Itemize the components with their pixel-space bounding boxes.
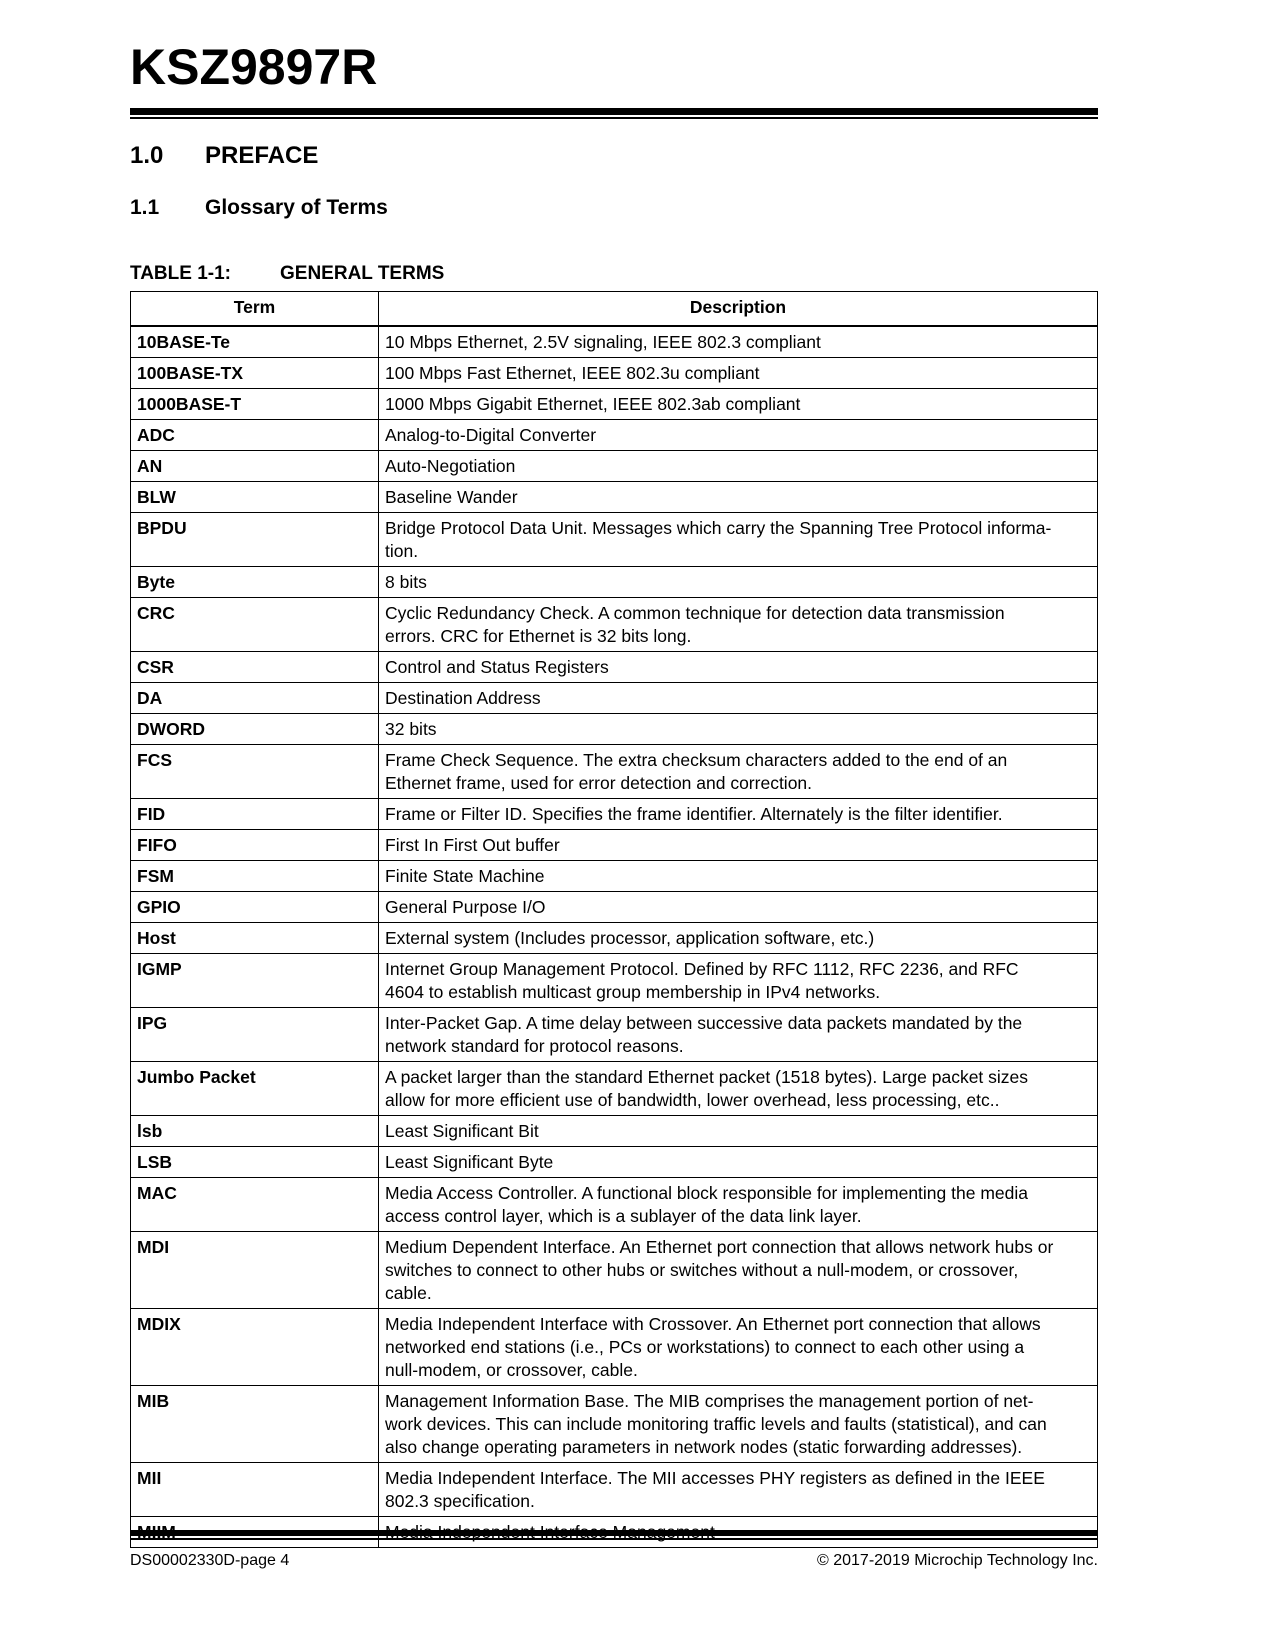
term-cell: CRC	[131, 598, 379, 652]
table-row	[131, 1178, 1098, 1232]
table-row	[131, 1147, 1098, 1178]
table-label: TABLE 1-1:	[130, 263, 231, 284]
table-row	[131, 799, 1098, 830]
table-row	[131, 513, 1098, 567]
description-cell: Frame Check Sequence. The extra checksum characters added to the end of an Ethernet frame, used for error detection and correction.	[379, 745, 1098, 799]
column-header-term: Term	[131, 292, 379, 327]
term-cell: BLW	[131, 482, 379, 513]
description-cell: Analog-to-Digital Converter	[379, 420, 1098, 451]
term-cell: GPIO	[131, 892, 379, 923]
table-row	[131, 358, 1098, 389]
description-cell: Finite State Machine	[379, 861, 1098, 892]
term-cell: CSR	[131, 652, 379, 683]
table-row	[131, 954, 1098, 1008]
table-row	[131, 892, 1098, 923]
table-row	[131, 683, 1098, 714]
table-title: GENERAL TERMS	[280, 263, 445, 284]
term-cell: FID	[131, 799, 379, 830]
term-cell: Jumbo Packet	[131, 1062, 379, 1116]
table-row	[131, 482, 1098, 513]
table-caption	[130, 263, 444, 285]
table-row	[131, 1008, 1098, 1062]
table-row	[131, 420, 1098, 451]
table-row	[131, 923, 1098, 954]
description-cell: A packet larger than the standard Ethernet packet (1518 bytes). Large packet sizes allow for more efficient use of bandwidth, lower overhead, less processing, etc..	[379, 1062, 1098, 1116]
table-row	[131, 745, 1098, 799]
term-cell: FIFO	[131, 830, 379, 861]
description-cell: Cyclic Redundancy Check. A common technique for detection data transmission errors. CRC for Ethernet is 32 bits long.	[379, 598, 1098, 652]
section-heading-preface	[130, 142, 318, 170]
table-row	[131, 326, 1098, 358]
table-row	[131, 861, 1098, 892]
table-row	[131, 567, 1098, 598]
term-cell: FCS	[131, 745, 379, 799]
table-row	[131, 1062, 1098, 1116]
description-cell: External system (Includes processor, application software, etc.)	[379, 923, 1098, 954]
section-title: PREFACE	[205, 142, 319, 169]
description-cell: Management Information Base. The MIB comprises the management portion of net- work devices. This can include monitoring traffic levels and faults (statistical), and can also change operating parameters in network nodes (static forwarding addresses).	[379, 1386, 1098, 1463]
table-row	[131, 1116, 1098, 1147]
table-row	[131, 1309, 1098, 1386]
term-cell: MAC	[131, 1178, 379, 1232]
description-cell: 10 Mbps Ethernet, 2.5V signaling, IEEE 802.3 compliant	[379, 326, 1098, 358]
table-row	[131, 389, 1098, 420]
term-cell: MII	[131, 1463, 379, 1517]
description-cell: General Purpose I/O	[379, 892, 1098, 923]
header-rule-thin	[130, 117, 1098, 119]
term-cell: Byte	[131, 567, 379, 598]
copyright: © 2017-2019 Microchip Technology Inc.	[817, 1552, 1098, 1569]
table-row	[131, 1463, 1098, 1517]
description-cell: 32 bits	[379, 714, 1098, 745]
term-cell: DWORD	[131, 714, 379, 745]
table-row	[131, 652, 1098, 683]
term-cell: 1000BASE-T	[131, 389, 379, 420]
table-row	[131, 598, 1098, 652]
glossary-table-body	[131, 326, 1098, 1548]
term-cell: ADC	[131, 420, 379, 451]
table-row	[131, 830, 1098, 861]
description-cell: Bridge Protocol Data Unit. Messages which carry the Spanning Tree Protocol informa- tion.	[379, 513, 1098, 567]
section-heading-glossary	[130, 196, 388, 220]
description-cell: Media Independent Interface with Crossover. An Ethernet port connection that allows networked end stations (i.e., PCs or workstations) to connect to each other using a null-modem, or crossover, cable.	[379, 1309, 1098, 1386]
description-cell: 100 Mbps Fast Ethernet, IEEE 802.3u compliant	[379, 358, 1098, 389]
description-cell: Control and Status Registers	[379, 652, 1098, 683]
term-cell: 10BASE-Te	[131, 326, 379, 358]
description-cell: Baseline Wander	[379, 482, 1098, 513]
term-cell: IPG	[131, 1008, 379, 1062]
term-cell: DA	[131, 683, 379, 714]
description-cell: 8 bits	[379, 567, 1098, 598]
description-cell: Least Significant Byte	[379, 1147, 1098, 1178]
term-cell: MDIX	[131, 1309, 379, 1386]
section-number: 1.1	[130, 196, 160, 219]
term-cell: AN	[131, 451, 379, 482]
section-title: Glossary of Terms	[205, 196, 388, 219]
page-number: DS00002330D-page 4	[130, 1552, 290, 1569]
term-cell: MIB	[131, 1386, 379, 1463]
section-number: 1.0	[130, 142, 164, 169]
header-rule-thick	[130, 108, 1098, 115]
footer-rule-thin	[130, 1538, 1098, 1540]
term-cell: lsb	[131, 1116, 379, 1147]
column-header-description: Description	[379, 292, 1098, 327]
term-cell: 100BASE-TX	[131, 358, 379, 389]
description-cell: Auto-Negotiation	[379, 451, 1098, 482]
table-row	[131, 714, 1098, 745]
footer-rule-thick	[130, 1530, 1098, 1536]
description-cell: Frame or Filter ID. Specifies the frame identifier. Alternately is the filter identifier.	[379, 799, 1098, 830]
description-cell: Least Significant Bit	[379, 1116, 1098, 1147]
description-cell: Media Access Controller. A functional block responsible for implementing the media access control layer, which is a sublayer of the data link layer.	[379, 1178, 1098, 1232]
description-cell: Destination Address	[379, 683, 1098, 714]
term-cell: FSM	[131, 861, 379, 892]
description-cell: Media Independent Interface. The MII accesses PHY registers as defined in the IEEE 802.3 specification.	[379, 1463, 1098, 1517]
term-cell: MDI	[131, 1232, 379, 1309]
term-cell: IGMP	[131, 954, 379, 1008]
description-cell: Medium Dependent Interface. An Ethernet port connection that allows network hubs or switches to connect to other hubs or switches without a null-modem, or crossover, cable.	[379, 1232, 1098, 1309]
table-row	[131, 1386, 1098, 1463]
description-cell: 1000 Mbps Gigabit Ethernet, IEEE 802.3ab compliant	[379, 389, 1098, 420]
description-cell: Inter-Packet Gap. A time delay between successive data packets mandated by the network standard for protocol reasons.	[379, 1008, 1098, 1062]
term-cell: BPDU	[131, 513, 379, 567]
table-row	[131, 1232, 1098, 1309]
document-title: KSZ9897R	[130, 39, 378, 95]
table-header-row	[131, 292, 1098, 327]
glossary-table	[130, 291, 1098, 1548]
description-cell: First In First Out buffer	[379, 830, 1098, 861]
term-cell: Host	[131, 923, 379, 954]
term-cell: LSB	[131, 1147, 379, 1178]
description-cell: Internet Group Management Protocol. Defined by RFC 1112, RFC 2236, and RFC 4604 to establish multicast group membership in IPv4 networks.	[379, 954, 1098, 1008]
table-row	[131, 451, 1098, 482]
